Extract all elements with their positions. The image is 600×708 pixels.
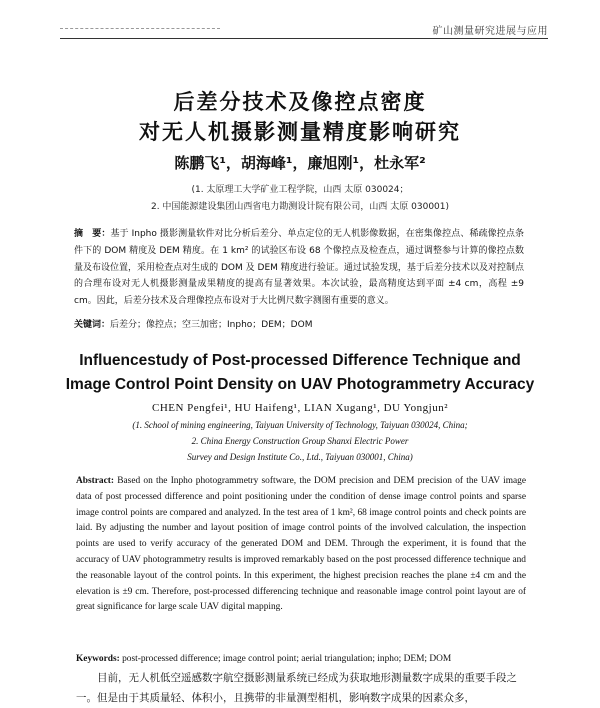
running-header-title: 矿山测量研究进展与应用 — [432, 26, 548, 37]
cn-abstract-label: 摘 要： — [74, 229, 111, 239]
en-affiliation-1: (1. School of mining engineering, Taiyuan University of Technology, Taiyuan 030024, China; — [132, 420, 468, 430]
cn-abstract-text: 基于 Inpho 摄影测量软件对比分析后差分、单点定位的无人机影像数据，在密集像控点、稀疏像控点条件下的 DOM 精度及 DEM 精度。在 1 km² 的试验区布设 68 个像控点及检查点，通过调整参与计算的像控点数量及布设位置，采用检查点对生成的 DOM 及 DEM 精度进行验证。通过试验发现，基于后差分技术以及对控制点的合理布设对无人机摄影测量成果精度的提高有显著效果。本次试验，最高精度达到平面 ±4 cm，高程 ±9 cm。因此，后差分技术及合理像控点布设对于大比例尺数字测图有重要的意义。 — [74, 229, 524, 307]
cn-keywords-text: 后差分；像控点；空三加密；Inpho；DEM；DOM — [110, 320, 313, 330]
cn-keywords-label: 关键词： — [74, 320, 111, 330]
en-keywords — [76, 654, 526, 664]
cn-affiliation-2: 2. 中国能源建设集团山西省电力勘测设计院有限公司，山西 太原 030001) — [150, 202, 450, 212]
running-header — [60, 20, 548, 39]
cn-title-line-2: 对无人机摄影测量精度影响研究 — [139, 120, 461, 144]
en-affiliation-3: Survey and Design Institute Co., Ltd., Taiyuan 030001, China) — [187, 452, 413, 462]
en-keywords-label: Keywords: — [76, 654, 120, 664]
en-abstract — [76, 474, 526, 616]
en-abstract-label: Abstract: — [76, 476, 115, 486]
cn-keywords — [74, 317, 524, 334]
cn-affiliation-1: (1. 太原理工大学矿业工程学院，山西 太原 030024； — [191, 185, 409, 195]
cn-abstract — [74, 226, 524, 310]
cn-authors: 陈鹏飞¹，胡海峰¹，廉旭刚¹，杜永军² — [174, 154, 426, 172]
en-title-line-1: Influencestudy of Post-processed Difference Technique and — [79, 352, 521, 369]
en-authors: CHEN Pengfei¹, HU Haifeng¹, LIAN Xugang¹, DU Yongjun² — [151, 402, 449, 414]
en-affiliation-2: 2. China Energy Construction Group Shanxi Electric Power — [191, 436, 409, 446]
body-paragraph-1: 目前，无人机低空遥感数字航空摄影测量系统已经成为获取地形测量数字成果的重要手段之一。但是由于其质量轻、体积小，且携带的非量测型相机，影响数字成果的因素众多， — [76, 672, 517, 704]
en-title-line-2: Image Control Point Density on UAV Photogrammetry Accuracy — [65, 376, 535, 393]
en-keywords-text: post-processed difference; image control point; aerial triangulation; inpho; DEM; DOM — [122, 654, 452, 664]
header-rule — [60, 28, 220, 29]
en-abstract-text: Based on the Inpho photogrammetry software, the DOM precision and DEM precision of the UAV image data of post processed difference and point positioning under the condition of dense image control points and sparse image control points are compared and analyzed. In the test area of 1 km², 68 image control points and check points are laid. By adjusting the number and layout position of image control points of the involved calculation, the inspection points are used to verify accuracy of the generated DOM and DEM. Through the experiment, it is found that the accuracy of UAV photogrammetry results is improved remarkably based on the post processed difference technique and the reasonable layout of the control points. In this experiment, the highest precision reaches the plane ±4 cm and the elevation is ±9 cm. Therefore, post-processed differencing technique and reasonable image control point layout are of great significance for large scale UAV digital mapping. — [76, 476, 526, 613]
cn-title-line-1: 后差分技术及像控点密度 — [173, 90, 427, 114]
